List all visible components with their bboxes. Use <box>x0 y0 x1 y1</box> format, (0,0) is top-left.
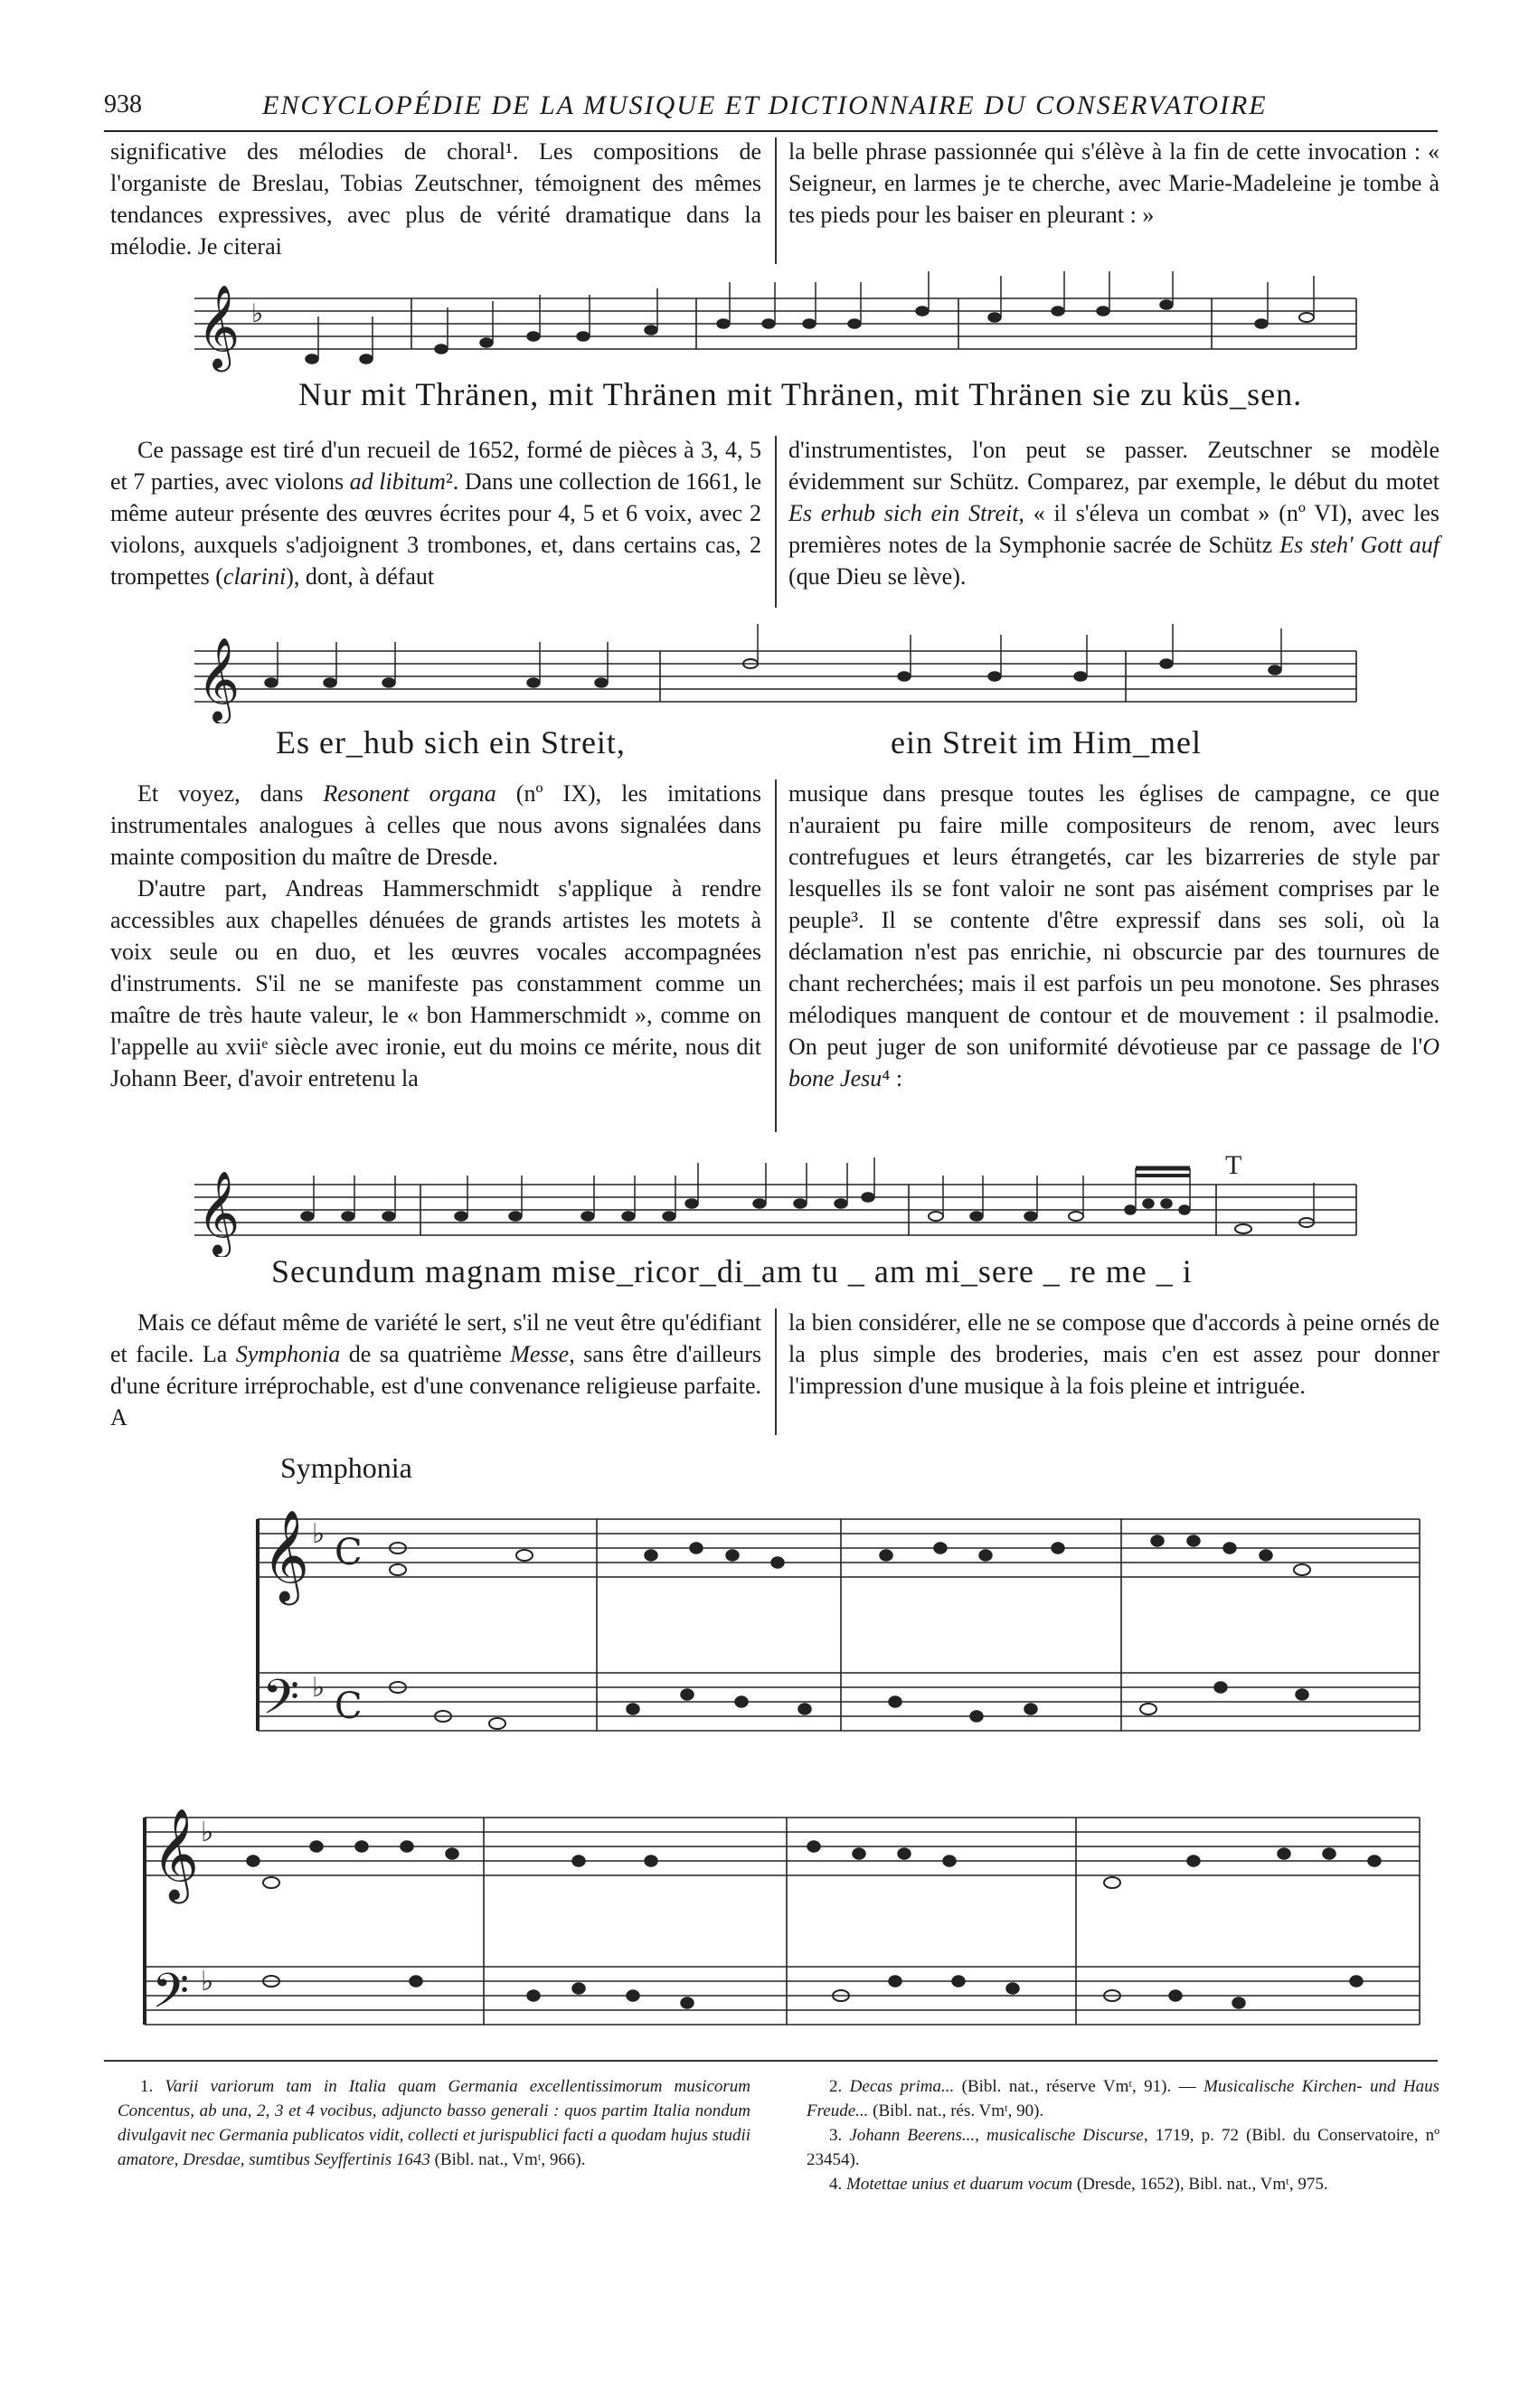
footnote-4: 4. Motettae unius et duarum vocum (Dresde, 1652), Bibl. nat., Vmᵗ, 975. <box>829 2175 1328 2194</box>
text-block-3-right <box>788 778 1439 1094</box>
text-block-1-right <box>788 136 1439 231</box>
paragraph: Et voyez, dans Resonent organa (nº IX), les imitations instrumentales analogues à celles que nous avons signalées dans mainte composition du maître de Dresde. <box>110 780 761 870</box>
text-block-3-left <box>110 778 761 1094</box>
column-divider <box>775 436 777 608</box>
paragraph: Ce passage est tiré d'un recueil de 1652, formé de pièces à 3, 4, 5 et 7 parties, avec violons ad libitum². Dans une collection de 1661, le même auteur présente des œuvres écrites pour 4, 5 et 6 voix, avec 2 violons, auxquels s'adjoignent 3 trombones, et, dans certains cas, 2 trompettes (clarini), dont, à défaut <box>110 437 762 590</box>
svg-text:♭: ♭ <box>201 1817 214 1848</box>
svg-text:𝄢: 𝄢 <box>262 1670 300 1737</box>
music-example-2 <box>0 624 1529 723</box>
svg-text:♭: ♭ <box>251 298 264 328</box>
music-example-1 <box>0 271 1529 380</box>
paragraph: d'instrumentistes, l'on peut se passer. Zeutschner se modèle évidemment sur Schütz. Comparez, par exemple, le début du motet Es erhub sich ein Streit, « il s'éleva un combat » (nº VI), avec les premières notes de la Symphonie sacrée de Schütz Es steh' Gott auf (que Dieu se lève). <box>788 437 1440 590</box>
svg-text:𝄞: 𝄞 <box>262 1508 310 1601</box>
svg-text:𝄢: 𝄢 <box>152 1964 190 2031</box>
footnotes <box>104 2060 1440 2194</box>
running-title: ENCYCLOPÉDIE DE LA MUSIQUE ET DICTIONNAIRE DU CONSERVATOIRE <box>262 90 1268 120</box>
music-example-3 <box>0 1148 1529 1257</box>
music-example-2-lyric-a: Es er_hub sich ein Streit, <box>276 724 626 760</box>
footnotes-right <box>807 2074 1439 2196</box>
symphonia-label: Symphonia <box>280 1451 412 1484</box>
symphonia-score <box>0 1483 1529 2044</box>
svg-text:C: C <box>335 1686 363 1727</box>
text-block-2-left <box>110 434 761 592</box>
text-block-4-right <box>788 1307 1439 1402</box>
music-example-3-lyric: Secundum magnam mise_ricor_di_am tu _ am mi_sere _ re me _ i <box>271 1253 1193 1289</box>
paragraph: D'autre part, Andreas Hammerschmidt s'applique à rendre accessibles aux chapelles dénuées de grands artistes les motets à voix seule ou en duo, et les œuvres vocales accompagnées d'instruments. S'il ne se manifeste pas constamment comme un maître de très haute valeur, le « bon Hammerschmidt », comme on l'appelle au xviiᵉ siècle avec ironie, eut du moins ce mérite, nous dit Johann Beer, d'avoir entretenu la <box>110 875 761 1091</box>
text-block-2-right <box>788 434 1439 592</box>
footnotes-left <box>118 2074 750 2172</box>
music-example-2-lyric-b: ein Streit im Him_mel <box>891 724 1202 760</box>
svg-text:♭: ♭ <box>312 1672 326 1704</box>
text-block-4-left <box>110 1307 761 1433</box>
svg-text:𝄞: 𝄞 <box>152 1807 200 1900</box>
svg-text:♭: ♭ <box>201 1966 214 1997</box>
footnote-1: 1. Varii variorum tam in Italia quam Germania excellentissimorum musicorum Concentus, ab una, 2, 3 et 4 vocibus, adjuncto basso generali : quos partim Italia nondum divulgavit nec Germania publicatos vidit, collecti et jurispublici facti a quodam hujus studii amatore, Dresdae, sumtibus Seyffertinis 1643 (Bibl. nat., Vmᵗ, 966). <box>118 2077 750 2169</box>
svg-text:C: C <box>335 1532 363 1573</box>
column-divider <box>775 779 777 1132</box>
text-block-1-left <box>110 136 761 262</box>
svg-text:♭: ♭ <box>312 1518 326 1550</box>
svg-text:𝄞: 𝄞 <box>197 637 241 721</box>
svg-text:𝄞: 𝄞 <box>197 284 241 368</box>
music-example-3-mark: T <box>1225 1150 1242 1180</box>
paragraph: musique dans presque toutes les églises de campagne, ce que n'auraient pu faire mille compositeurs de renom, avec leurs contrefugues et leurs étrangetés, car les bizarreries de style par lesquelles ils se font valoir ne sont pas aisément comprises par le peuple³. Il se contente d'être expressif dans ses soli, où la déclamation n'est pas enrichie, ni obscurcie par des tournures de chant recherchées; mais il est parfois un peu monotone. Ses phrases mélodiques manquent de contour et de mouvement : il psalmodie. On peut juger de son uniformité dévotieuse par ce passage de l'O bone Jesu⁴ : <box>788 780 1439 1091</box>
paragraph: la belle phrase passionnée qui s'élève à la fin de cette invocation : « Seigneur, en larmes je te cherche, avec Marie-Madeleine je tombe à tes pieds pour les baiser en pleurant : » <box>788 138 1439 228</box>
paragraph: la bien considérer, elle ne se compose que d'accords à peine ornés de la plus simple des broderies, mais c'en est assez pour donner l'impression d'une musique à la fois pleine et intriguée. <box>788 1309 1439 1399</box>
page-header <box>104 90 1438 132</box>
column-divider <box>775 1308 777 1435</box>
column-divider <box>775 137 777 264</box>
footnote-2: 2. Decas prima... (Bibl. nat., réserve Vmᵗ, 91). — Musicalische Kirchen- und Haus Freude... (Bibl. nat., rés. Vmᵗ, 90). <box>807 2077 1440 2120</box>
paragraph: Mais ce défaut même de variété le sert, s'il ne veut être qu'édifiant et facile. La Symphonia de sa quatrième Messe, sans être d'ailleurs d'une écriture irréprochable, est d'une convenance religieuse parfaite. A <box>110 1309 762 1431</box>
music-example-1-lyric: Nur mit Thränen, mit Thränen mit Thränen, mit Thränen sie zu küs_sen. <box>298 376 1303 412</box>
page-number: 938 <box>104 90 142 118</box>
svg-text:𝄞: 𝄞 <box>197 1170 241 1254</box>
paragraph: significative des mélodies de choral¹. Les compositions de l'organiste de Breslau, Tobias Zeutschner, témoignent des mêmes tendances expressives, avec plus de vérité dramatique dans la mélodie. Je citerai <box>110 138 761 260</box>
footnote-3: 3. Johann Beerens..., musicalische Discurse, 1719, p. 72 (Bibl. du Conservatoire, nº 23454). <box>807 2126 1439 2169</box>
